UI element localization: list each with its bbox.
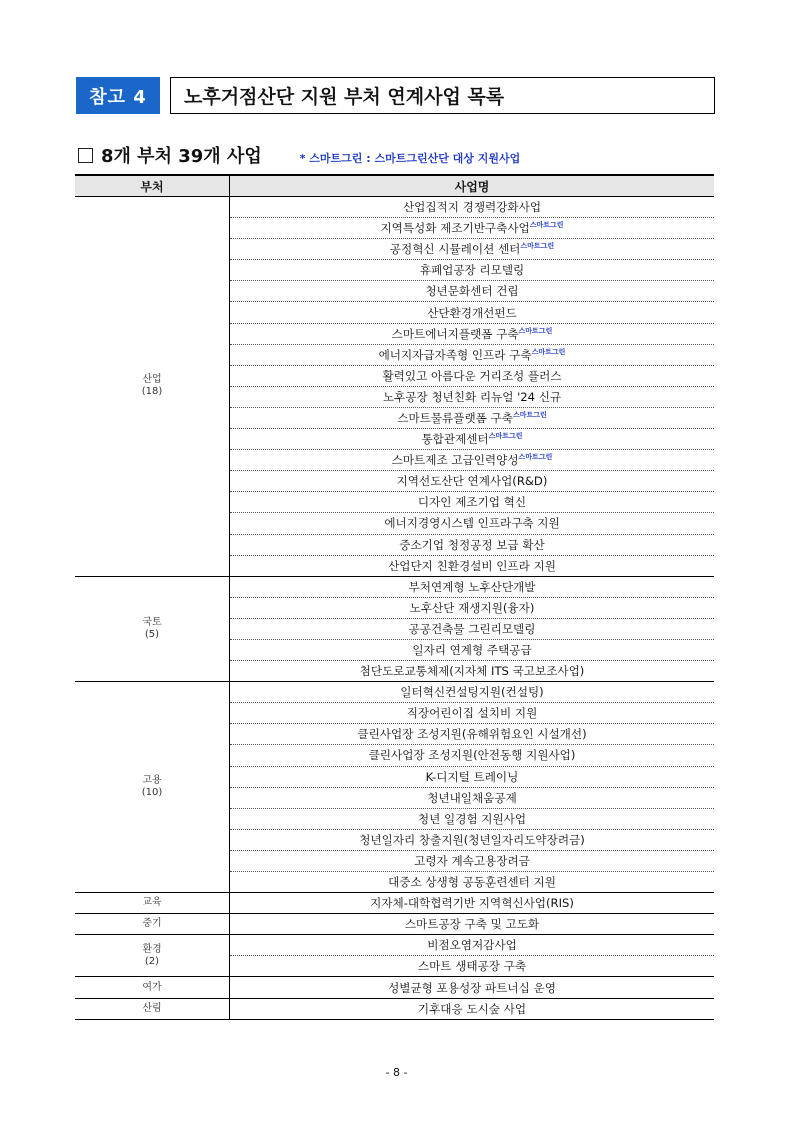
- dept-name: 산업: [142, 374, 162, 386]
- subheader: [78, 142, 520, 168]
- program-cell: [230, 956, 715, 977]
- column-header-dept: 부처: [75, 175, 230, 197]
- program-name: 고령자 계속고용장려금: [414, 853, 530, 868]
- program-cell: [230, 492, 715, 513]
- table-header-row: [75, 175, 714, 197]
- program-name: 산업집적지 경쟁력강화사업: [402, 200, 542, 215]
- table-row: [75, 893, 714, 914]
- program-name: 에너지경영시스템 인프라구축 지원: [384, 516, 560, 531]
- dept-name: 고용: [142, 775, 162, 787]
- program-cell: [230, 239, 715, 260]
- dept-name: 여가: [142, 981, 162, 993]
- program-name: 기후대응 도시숲 사업: [417, 1001, 527, 1016]
- dept-cell: [75, 576, 230, 681]
- program-name: K-디지털 트레이닝: [425, 769, 519, 784]
- program-name: 일자리 연계형 주택공급: [412, 643, 532, 658]
- program-cell: [230, 977, 715, 998]
- program-cell: [230, 197, 715, 218]
- program-cell: [230, 850, 715, 871]
- section-heading: 8개 부처 39개 사업: [101, 146, 262, 167]
- dept-count: (5): [144, 628, 160, 640]
- dept-name: 산림: [142, 1002, 162, 1014]
- program-cell: [230, 893, 715, 914]
- table-row: [75, 998, 714, 1019]
- program-name: 청년일자리 창출지원(청년일자리도약장려금): [359, 832, 585, 847]
- page-title: 노후거점산단 지원 부처 연계사업 목록: [170, 77, 715, 114]
- program-name: 스마트제조 고급인력양성: [391, 453, 519, 468]
- dept-cell: [75, 998, 230, 1019]
- program-name: 청년문화센터 건립: [425, 284, 519, 299]
- program-cell: [230, 661, 715, 682]
- table-row: [75, 935, 714, 956]
- program-name: 지역특성화 제조기반구축사업: [380, 221, 530, 236]
- table-row: [75, 576, 714, 597]
- dept-cell: [75, 197, 230, 577]
- program-cell: [230, 872, 715, 893]
- program-name: 청년 일경험 지원사업: [417, 811, 527, 826]
- program-cell: [230, 513, 715, 534]
- program-cell: [230, 914, 715, 935]
- program-cell: [230, 998, 715, 1019]
- program-cell: [230, 703, 715, 724]
- program-name: 통합관제센터: [421, 432, 489, 447]
- title-row: [76, 77, 715, 114]
- program-name: 청년내일채움공제: [427, 790, 517, 805]
- program-cell: [230, 302, 715, 323]
- smart-green-tag: 스마트그린: [518, 326, 553, 335]
- dept-cell: [75, 682, 230, 893]
- program-cell: [230, 260, 715, 281]
- smart-green-tag: 스마트그린: [512, 411, 547, 420]
- dept-count: (2): [144, 955, 160, 967]
- program-cell: [230, 724, 715, 745]
- program-cell: [230, 829, 715, 850]
- program-name: 첨단도로교통체제(지자체 ITS 국고보조사업): [359, 664, 585, 679]
- dept-name: 중기: [142, 918, 162, 930]
- program-cell: [230, 450, 715, 471]
- program-name: 클린사업장 조성지원(유해위험요인 시설개선): [357, 727, 587, 742]
- program-name: 직장어린이집 설치비 지원: [406, 706, 538, 721]
- program-name: 스마트에너지플랫폼 구축: [391, 326, 519, 341]
- program-name: 스마트 생태공장 구축: [417, 959, 527, 974]
- program-cell: [230, 281, 715, 302]
- program-name: 비점오염저감사업: [427, 938, 517, 953]
- program-cell: [230, 555, 715, 576]
- program-name: 산업단지 친환경설비 인프라 지원: [388, 558, 556, 573]
- program-name: 일터혁신컨설팅지원(컨설팅): [400, 685, 544, 700]
- smart-green-tag: 스마트그린: [488, 432, 523, 441]
- program-cell: [230, 639, 715, 660]
- program-name: 중소기업 청정공정 보급 확산: [399, 537, 545, 552]
- program-cell: [230, 218, 715, 239]
- page-number: - 8 -: [385, 1066, 408, 1079]
- program-name: 노후공장 청년친화 리뉴얼 '24 신규: [382, 389, 562, 404]
- program-name: 공공건축물 그린리모델링: [408, 621, 536, 636]
- smart-green-tag: 스마트그린: [531, 347, 566, 356]
- program-cell: [230, 323, 715, 344]
- program-cell: [230, 344, 715, 365]
- program-cell: [230, 386, 715, 407]
- table-body: [75, 197, 714, 1020]
- dept-cell: [75, 977, 230, 998]
- table-row: [75, 197, 714, 218]
- program-cell: [230, 808, 715, 829]
- program-cell: [230, 682, 715, 703]
- dept-cell: [75, 893, 230, 914]
- program-name: 지자체-대학협력기반 지역혁신사업(RIS): [370, 896, 574, 911]
- program-name: 클린사업장 조성지원(안전동행 지원사업): [368, 748, 576, 763]
- program-cell: [230, 618, 715, 639]
- program-table: [75, 174, 714, 1020]
- program-cell: [230, 471, 715, 492]
- program-cell: [230, 534, 715, 555]
- dept-cell: [75, 914, 230, 935]
- program-cell: [230, 576, 715, 597]
- dept-name: 국토: [142, 616, 162, 628]
- dept-name: 환경: [142, 943, 162, 955]
- program-cell: [230, 745, 715, 766]
- program-name: 산단환경개선펀드: [427, 305, 517, 320]
- program-name: 스마트공장 구축 및 고도화: [404, 917, 540, 932]
- program-name: 노후산단 재생지원(융자): [409, 600, 535, 615]
- table-row: [75, 977, 714, 998]
- program-cell: [230, 597, 715, 618]
- smart-green-note: * 스마트그린 : 스마트그린산단 대상 지원사업: [299, 152, 521, 165]
- program-cell: [230, 766, 715, 787]
- dept-name: 교육: [142, 897, 162, 909]
- program-cell: [230, 365, 715, 386]
- column-header-name: 사업명: [230, 175, 715, 197]
- smart-green-tag: 스마트그린: [518, 453, 553, 462]
- program-cell: [230, 429, 715, 450]
- program-name: 휴폐업공장 리모델링: [419, 263, 525, 278]
- program-cell: [230, 787, 715, 808]
- dept-count: (10): [141, 787, 163, 799]
- smart-green-tag: 스마트그린: [529, 221, 564, 230]
- program-name: 활력있고 아름다운 거리조성 플러스: [382, 368, 562, 383]
- program-name: 디자인 제조기업 혁신: [417, 495, 527, 510]
- reference-badge: 참고 4: [76, 77, 160, 114]
- program-name: 에너지자급자족형 인프라 구축: [378, 347, 532, 362]
- dept-count: (18): [141, 386, 163, 398]
- table-row: [75, 682, 714, 703]
- program-name: 스마트물류플랫폼 구축: [397, 410, 513, 425]
- smart-green-tag: 스마트그린: [520, 242, 555, 251]
- program-name: 공정혁신 시뮬레이션 센터: [389, 242, 521, 257]
- program-name: 부처연계형 노후산단개발: [408, 579, 536, 594]
- program-name: 지역선도산단 연계사업(R&D): [396, 474, 548, 489]
- program-cell: [230, 407, 715, 428]
- checkbox-icon: [78, 148, 93, 163]
- table-row: [75, 914, 714, 935]
- program-name: 대중소 상생형 공동훈련센터 지원: [388, 875, 556, 890]
- dept-cell: [75, 935, 230, 977]
- program-cell: [230, 935, 715, 956]
- program-name: 성별균형 포용성장 파트너십 운영: [388, 980, 556, 995]
